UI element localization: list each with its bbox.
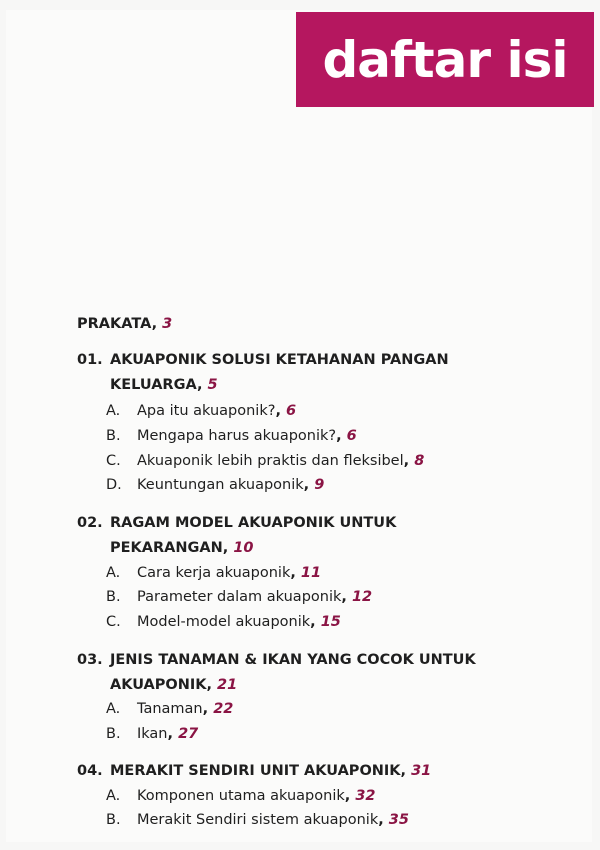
item-letter: C. [106,614,121,630]
chapter-number: 01. [77,352,103,368]
item-letter: A. [106,701,121,717]
toc-page-number: 12 [351,589,373,605]
toc-page-number: 6 [346,428,357,444]
toc-item: Merakit Sendiri sistem akuaponik, 35 [137,812,409,828]
toc-page-number: 5 [207,377,218,393]
toc-page-number: 10 [233,540,254,556]
toc-item-text: Tanaman [137,701,203,717]
toc-item-text: Mengapa harus akuaponik? [137,428,337,444]
toc-item-text: Merakit Sendiri sistem akuaponik [137,812,379,828]
item-letter: B. [106,589,121,605]
item-letter: B. [106,812,121,828]
item-letter: B. [106,428,121,444]
chapter-title-line2: KELUARGA [110,377,197,393]
toc-item: Parameter dalam akuaponik, 12 [137,589,373,605]
toc-item-text: Akuaponik lebih praktis dan fleksibel [137,453,404,469]
toc-item: Tanaman, 22 [137,701,234,717]
toc-page-number: 21 [217,677,238,693]
toc-page-number: 27 [178,726,199,742]
item-letter: A. [106,403,121,419]
chapter-title: AKUAPONIK SOLUSI KETAHANAN PANGAN [110,352,449,368]
chapter-number: 04. [77,763,103,779]
toc-item: Apa itu akuaponik?, 6 [137,403,297,419]
item-letter: D. [106,477,122,493]
toc-item-text: Parameter dalam akuaponik [137,589,342,605]
chapter-title-line2: PEKARANGAN [110,540,223,556]
toc-item-text: Apa itu akuaponik? [137,403,276,419]
toc-page-number: 9 [314,477,325,493]
chapter-title-line2: AKUAPONIK [110,677,207,693]
toc-page-number: 15 [320,614,341,630]
toc-page-number: 22 [213,701,234,717]
toc-item-text: Cara kerja akuaponik [137,565,291,581]
chapter-title-continued: PEKARANGAN, 10 [110,540,254,556]
chapter-title-continued: AKUAPONIK, 21 [110,677,238,693]
toc-entry-label: PRAKATA [77,316,152,332]
toc-item: Cara kerja akuaponik, 11 [137,565,322,581]
toc-page-number: 35 [388,812,409,828]
chapter-number: 02. [77,515,103,531]
toc-item: Model-model akuaponik, 15 [137,614,341,630]
toc-page-number: 6 [286,403,297,419]
chapter-number: 03. [77,652,103,668]
toc-page-number: 11 [300,565,322,581]
toc-item: Mengapa harus akuaponik?, 6 [137,428,357,444]
chapter-title-line1: MERAKIT SENDIRI UNIT AKUAPONIK [110,763,401,779]
page-title: daftar isi [322,30,568,89]
toc-page-number: 8 [414,453,425,469]
toc-item-text: Model-model akuaponik [137,614,311,630]
toc-entry-prakata: PRAKATA, 3 [77,316,173,332]
item-letter: B. [106,726,121,742]
toc-item-text: Komponen utama akuaponik [137,788,345,804]
chapter-title: RAGAM MODEL AKUAPONIK UNTUK [110,515,397,531]
toc-item: Komponen utama akuaponik, 32 [137,788,376,804]
toc-item: Akuaponik lebih praktis dan fleksibel, 8 [137,453,425,469]
toc-page-number: 31 [411,763,432,779]
toc-item-text: Keuntungan akuaponik [137,477,304,493]
item-letter: A. [106,788,121,804]
item-letter: C. [106,453,121,469]
toc-item: Keuntungan akuaponik, 9 [137,477,325,493]
chapter-title-continued: KELUARGA, 5 [110,377,218,393]
toc-item-text: Ikan [137,726,168,742]
toc-item: Ikan, 27 [137,726,199,742]
chapter-title: MERAKIT SENDIRI UNIT AKUAPONIK, 31 [110,763,432,779]
toc-page-number: 32 [355,788,376,804]
item-letter: A. [106,565,121,581]
chapter-title: JENIS TANAMAN & IKAN YANG COCOK UNTUK [110,652,476,668]
toc-page-number: 3 [162,316,173,332]
